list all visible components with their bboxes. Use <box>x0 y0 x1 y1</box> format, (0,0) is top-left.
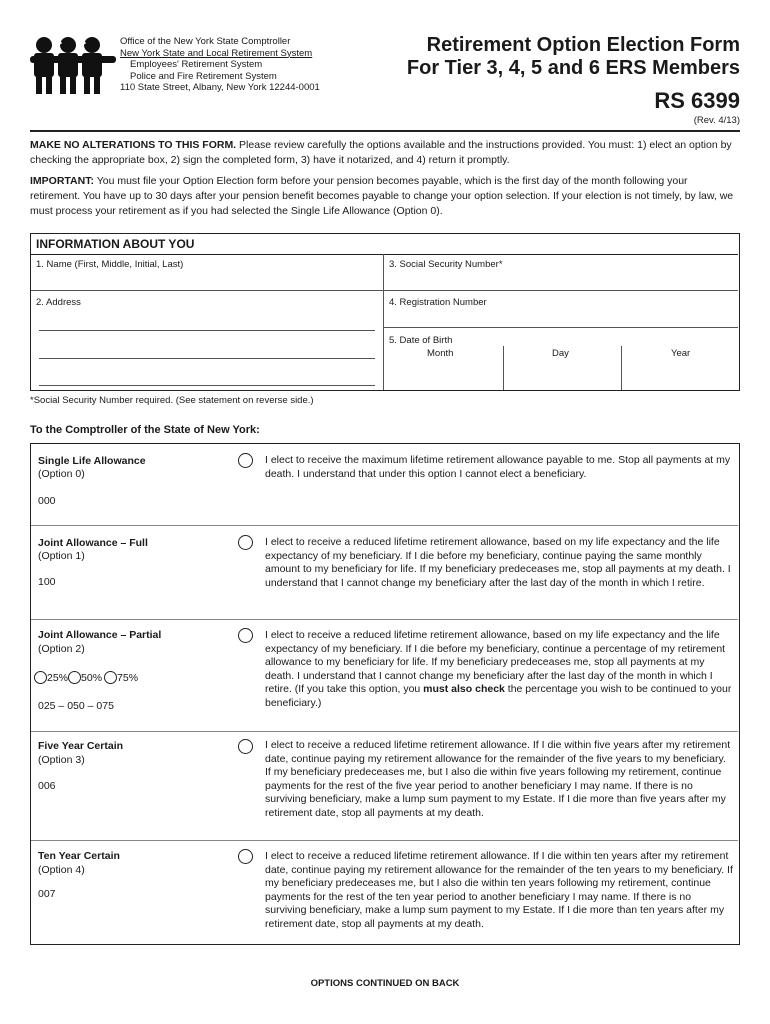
pct-50-label: 50% <box>81 671 103 684</box>
alterations-paragraph <box>30 138 740 168</box>
dob-divider <box>621 346 622 390</box>
row-rule <box>383 327 738 328</box>
option-3-radio[interactable] <box>238 739 253 754</box>
option-number: (Option 1) <box>38 550 85 562</box>
continued-on-back: OPTIONS CONTINUED ON BACK <box>310 978 460 989</box>
option-description: I elect to receive a reduced lifetime retirement allowance. If I die within ten years after my retirement date, continue paying my retirement allowance for the remainder of the ten years to my beneficiary. If my beneficiary predeceases me, but I also die within ten years following my retirement, continue payments for the rest of the ten year period to another beneficiary I may name. If there is no surviving beneficiary, make a lump sum payment to my Estate. If I die more than ten years after my retirement date, stop all payments at my death. <box>265 850 733 930</box>
option-description <box>265 629 733 710</box>
form-title <box>407 34 740 80</box>
dob-day-label: Day <box>552 348 569 359</box>
title-line-1: Retirement Option Election Form <box>426 34 740 56</box>
option-code: 007 <box>38 888 56 900</box>
address-line-3[interactable] <box>39 385 375 386</box>
ssn-note: *Social Security Number required. (See statement on reverse side.) <box>30 395 314 406</box>
option-text: I elect to receive a reduced lifetime retirement allowance, based on my life expectancy and the life expectancy of my beneficiary. If I die before my beneficiary, continue a percentage of my retirement allowance to my beneficiary for life. If my beneficiary predeceases me, stop all payments at my death. I understand that I cannot change my beneficiary after the last day of the month in which I retire. (If you take this option, you <box>265 629 726 695</box>
title-line-2: For Tier 3, 4, 5 and 6 ERS Members <box>406 57 740 79</box>
option-0-radio[interactable] <box>238 453 253 468</box>
office-line: New York State and Local Retirement System <box>120 47 313 59</box>
pct-50-radio[interactable] <box>68 671 81 684</box>
important-paragraph <box>30 174 740 219</box>
information-section <box>30 233 740 391</box>
office-line: 110 State Street, Albany, New York 12244-0001 <box>120 82 320 93</box>
name-label: 1. Name (First, Middle, Initial, Last) <box>36 259 184 270</box>
header-divider <box>30 130 740 132</box>
option-description: I elect to receive a reduced lifetime retirement allowance. If I die within five years after my retirement date, continue paying my retirement allowance for the remainder of the five years to my beneficiary. If my beneficiary predeceases me, but I also die within five years following my retirement, continue payments for the rest of the five year period to another beneficiary I may name. If there is no surviving beneficiary, make a lump sum payment to my Estate. If I die more than five years after my retirement date, stop all payments at my death. <box>265 739 731 819</box>
option-code: 006 <box>38 780 56 792</box>
option-name: Ten Year Certain <box>38 850 120 862</box>
option-code: 000 <box>38 495 56 507</box>
option-divider <box>31 731 738 732</box>
nysl-retirement-logo <box>30 36 116 96</box>
registration-label: 4. Registration Number <box>389 297 487 308</box>
option-number: (Option 0) <box>38 468 85 480</box>
dob-month-label: Month <box>427 348 454 359</box>
option-description: I elect to receive the maximum lifetime retirement allowance payable to me. Stop all payments at my death. I understand that under this option I cannot elect a beneficiary. <box>265 454 731 480</box>
dob-year-label: Year <box>671 348 691 359</box>
option-name: Joint Allowance – Partial <box>38 629 162 641</box>
option-1-radio[interactable] <box>238 535 253 550</box>
ssn-label: 3. Social Security Number* <box>389 259 503 270</box>
information-heading: INFORMATION ABOUT YOU <box>36 237 195 251</box>
option-number: (Option 2) <box>38 643 85 655</box>
option-code: 100 <box>38 576 56 588</box>
option-divider <box>31 840 738 841</box>
important-heading: IMPORTANT: <box>30 175 94 187</box>
alterations-heading: MAKE NO ALTERATIONS TO THIS FORM. <box>30 139 237 151</box>
pct-75-radio[interactable] <box>104 671 117 684</box>
pct-25-label: 25% <box>47 671 69 684</box>
option-name: Five Year Certain <box>38 740 124 752</box>
option-text: the percentage you wish to be continued to your beneficiary.) <box>265 683 732 709</box>
office-line: Police and Fire Retirement System <box>130 70 277 82</box>
office-line: Employees' Retirement System <box>130 59 263 70</box>
form-number: RS 6399 <box>654 88 740 113</box>
pct-75-label: 75% <box>117 671 139 684</box>
option-divider <box>31 525 738 526</box>
office-line: Office of the New York State Comptroller <box>120 36 291 47</box>
option-divider <box>31 619 738 620</box>
ssn-field[interactable] <box>383 255 738 289</box>
form-revision: (Rev. 4/13) <box>693 115 740 126</box>
option-2-radio[interactable] <box>238 628 253 643</box>
option-name: Joint Allowance – Full <box>38 537 148 549</box>
address-label: 2. Address <box>36 297 81 308</box>
option-4-radio[interactable] <box>238 849 253 864</box>
name-field[interactable] <box>31 255 382 289</box>
option-code: 025 – 050 – 075 <box>38 700 114 712</box>
comptroller-heading: To the Comptroller of the State of New York: <box>30 424 260 436</box>
option-text-emphasis: must also check <box>423 683 505 695</box>
address-line-1[interactable] <box>39 330 375 331</box>
option-name: Single Life Allowance <box>38 455 146 467</box>
dob-label: 5. Date of Birth <box>389 335 453 346</box>
important-text: You must file your Option Election form before your pension becomes payable, which is the first day of the month following your retirement. You have up to 30 days after your pension benefit becomes payable to change your option selection. If your election is not timely, by law, we must process your retirement as if you had selected the Single Life Allowance (Option 0). <box>30 175 734 217</box>
options-section <box>30 443 740 945</box>
option-number: (Option 3) <box>38 754 85 766</box>
office-address-block <box>120 36 320 94</box>
registration-field[interactable] <box>383 291 738 326</box>
option-number: (Option 4) <box>38 864 85 876</box>
address-line-2[interactable] <box>39 358 375 359</box>
pct-25-radio[interactable] <box>34 671 47 684</box>
dob-divider <box>503 346 504 390</box>
alterations-text: Please review carefully the options available and the instructions provided. You must: 1) elect an option by checking the appropriate box, 2) sign the completed form, 3) have it notarized, and 4) return it promptly. <box>30 139 732 166</box>
option-description: I elect to receive a reduced lifetime retirement allowance, based on my life expectancy and the life expectancy of my beneficiary. If I die before my beneficiary, continue paying the same monthly amount to my beneficiary for life. If my beneficiary predeceases me, stop all payments at my death. I understand that I cannot change my beneficiary after the last day of the month in which I retire. <box>265 536 731 589</box>
percentage-choices <box>34 671 138 684</box>
